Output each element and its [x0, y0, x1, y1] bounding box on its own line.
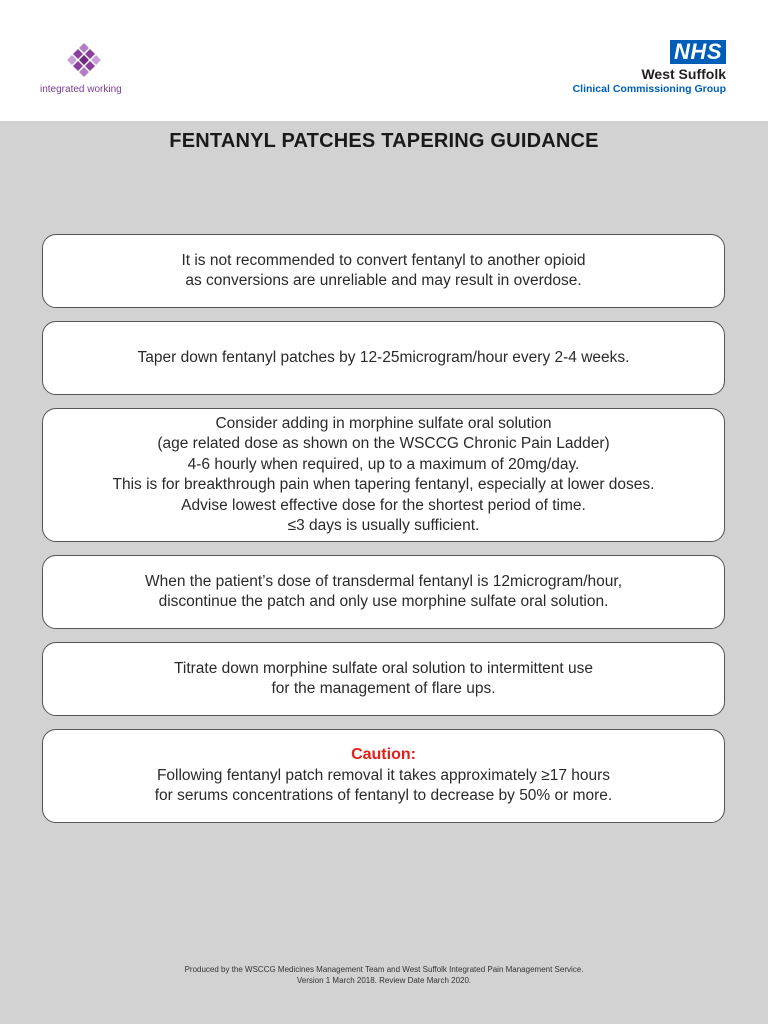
box-text: When the patient’s dose of transdermal fentanyl is 12microgram/hour,: [144, 572, 623, 590]
integrated-working-text: integrated working: [40, 84, 122, 95]
box-text: Taper down fentanyl patches by 12-25microgram/hour every 2-4 weeks.: [137, 348, 630, 366]
box-text: for the management of flare ups.: [271, 680, 496, 697]
org-group: Clinical Commissioning Group: [572, 83, 726, 95]
header: [0, 0, 768, 121]
box-text: discontinue the patch and only use morphine sulfate oral solution.: [158, 593, 609, 610]
box-text: This is for breakthrough pain when tapering fentanyl, especially at lower doses.: [112, 476, 655, 493]
box-text: Consider adding in morphine sulfate oral solution: [215, 414, 552, 432]
guidance-box-1: [42, 234, 725, 308]
diamond-lattice-icon: [64, 40, 104, 80]
nhs-badge: NHS: [670, 40, 726, 64]
caution-heading: Caution:: [351, 746, 416, 764]
box-text: Advise lowest effective dose for the shortest period of time.: [181, 496, 586, 514]
box-text: Following fentanyl patch removal it takes approximately ≥17 hours: [156, 766, 611, 784]
footer-line: Produced by the WSCCG Medicines Management Team and West Suffolk Integrated Pain Management Service.: [184, 965, 584, 974]
guidance-box-3: [42, 408, 725, 542]
footer: [0, 964, 768, 986]
guidance-box-2: [42, 321, 725, 395]
guidance-box-5: [42, 642, 725, 716]
footer-line: Version 1 March 2018. Review Date March 2020.: [296, 976, 472, 985]
box-text: It is not recommended to convert fentanyl to another opioid: [181, 251, 586, 269]
box-text: 4-6 hourly when required, up to a maximum of 20mg/day.: [187, 455, 580, 473]
page-title: FENTANYL PATCHES TAPERING GUIDANCE: [169, 130, 599, 152]
box-text: for serums concentrations of fentanyl to decrease by 50% or more.: [154, 787, 613, 805]
box-text: Titrate down morphine sulfate oral solution to intermittent use: [174, 659, 593, 677]
nhs-logo: [573, 40, 726, 96]
box-text: ≤3 days is usually sufficient.: [287, 517, 480, 534]
caution-box: [42, 729, 725, 823]
box-text: as conversions are unreliable and may result in overdose.: [185, 272, 582, 289]
box-text: (age related dose as shown on the WSCCG Chronic Pain Ladder): [157, 435, 610, 452]
guidance-box-4: [42, 555, 725, 629]
org-name: West Suffolk: [641, 66, 726, 82]
